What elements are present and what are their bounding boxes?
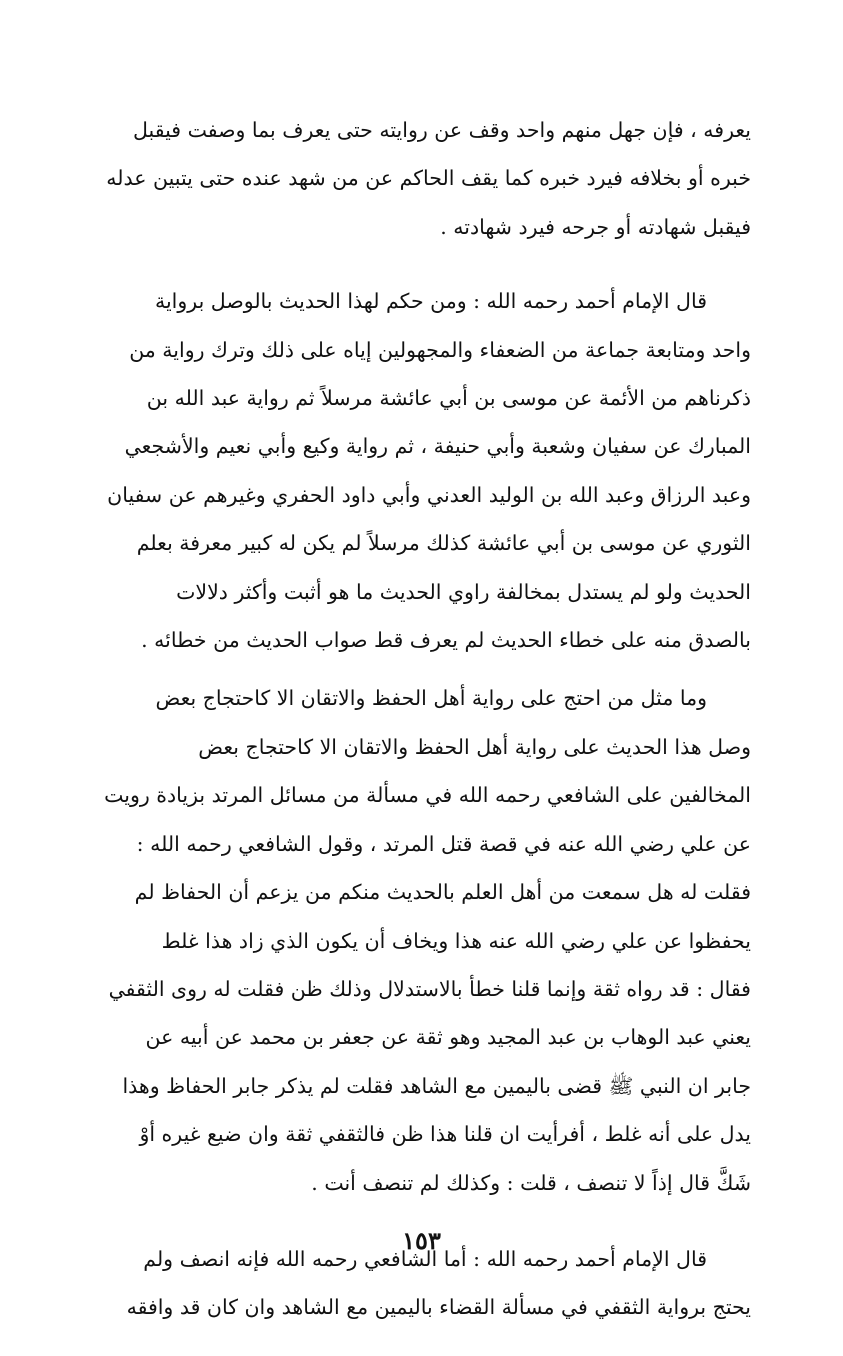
- text-line: المبارك عن سفيان وشعبة وأبي حنيفة ، ثم رواية وكيع وأبي نعيم والأشجعي: [124, 434, 751, 459]
- text-line: ذكرناهم من الأئمة عن موسى بن أبي عائشة مرسلاً ثم رواية عبد الله بن: [146, 386, 751, 411]
- text-line: يحفظوا عن علي رضي الله عنه هذا ويخاف أن يكون الذي زاد هذا غلط: [161, 928, 751, 953]
- paragraph-2: [92, 277, 751, 664]
- text-line: شَكَّ قال إذاً لا تنصف ، قلت : وكذلك لم تنصف أنت .: [311, 1170, 751, 1195]
- text-line: خبره أو بخلافه فيرد خبره كما يقف الحاكم عن من شهد عنده حتى يتبين عدله: [106, 166, 751, 191]
- text-line: وصل هذا الحديث على رواية أهل الحفظ والاتقان الا كاحتجاج بعض: [198, 734, 751, 759]
- text-line: المخالفين على الشافعي رحمه الله في مسألة من مسائل المرتد بزيادة رويت: [104, 783, 751, 808]
- text-line: فقلت له هل سمعت من أهل العلم بالحديث منكم من يزعم أن الحفاظ لم: [134, 880, 751, 905]
- text-line: يعني عبد الوهاب بن عبد المجيد وهو ثقة عن جعفر بن محمد عن أبيه عن: [145, 1025, 751, 1050]
- page-number: ١٥٣: [402, 1226, 441, 1255]
- text-line: وما مثل من احتج على رواية أهل الحفظ والاتقان الا كاحتجاج بعض: [155, 686, 707, 711]
- text-line: جابر ان النبي ﷺ قضى باليمين مع الشاهد فقلت لم يذكر جابر الحفاظ وهذا: [122, 1073, 751, 1098]
- text-line: فقال : قد رواه ثقة وإنما قلنا خطأ بالاستدلال وذلك ظن فقلت له روى الثقفي: [108, 976, 751, 1001]
- paragraph-3: [92, 674, 751, 1206]
- text-line: فيقبل شهادته أو جرحه فيرد شهادته .: [440, 214, 751, 239]
- text-line: قال الإمام أحمد رحمه الله : أما الشافعي رحمه الله فإنه انصف ولم: [143, 1246, 707, 1271]
- text-line: عن علي رضي الله عنه في قصة قتل المرتد ، وقول الشافعي رحمه الله :: [136, 831, 751, 856]
- text-line: وعبد الرزاق وعبد الله بن الوليد العدني وأبي داود الحفري وغيرهم عن سفيان: [107, 482, 751, 507]
- text-line: يعرفه ، فإن جهل منهم واحد وقف عن روايته حتى يعرف بما وصفت فيقبل: [133, 118, 751, 142]
- text-line: واحد ومتابعة جماعة من الضعفاء والمجهولين إياه على ذلك وترك رواية من: [129, 337, 751, 362]
- text-line: يدل على أنه غلط ، أفرأيت ان قلنا هذا ظن فالثقفي ثقة وان ضيع غيره أوْ: [139, 1122, 751, 1147]
- text-line: قال الإمام أحمد رحمه الله : ومن حكم لهذا الحديث بالوصل برواية: [154, 289, 707, 314]
- text-line: الحديث ولو لم يستدل بمخالفة راوي الحديث ما هو أثبت وأكثر دلالات: [176, 579, 751, 604]
- text-line: بالصدق منه على خطاء الحديث لم يعرف قط صواب الحديث من خطائه .: [141, 628, 751, 653]
- text-line: الثوري عن موسى بن أبي عائشة كذلك مرسلاً لم يكن له كبير معرفة بعلم: [136, 531, 751, 556]
- text-line: يحتج برواية الثقفي في مسألة القضاء باليمين مع الشاهد وان كان قد وافقه: [126, 1295, 751, 1320]
- paragraph-1: [92, 106, 751, 251]
